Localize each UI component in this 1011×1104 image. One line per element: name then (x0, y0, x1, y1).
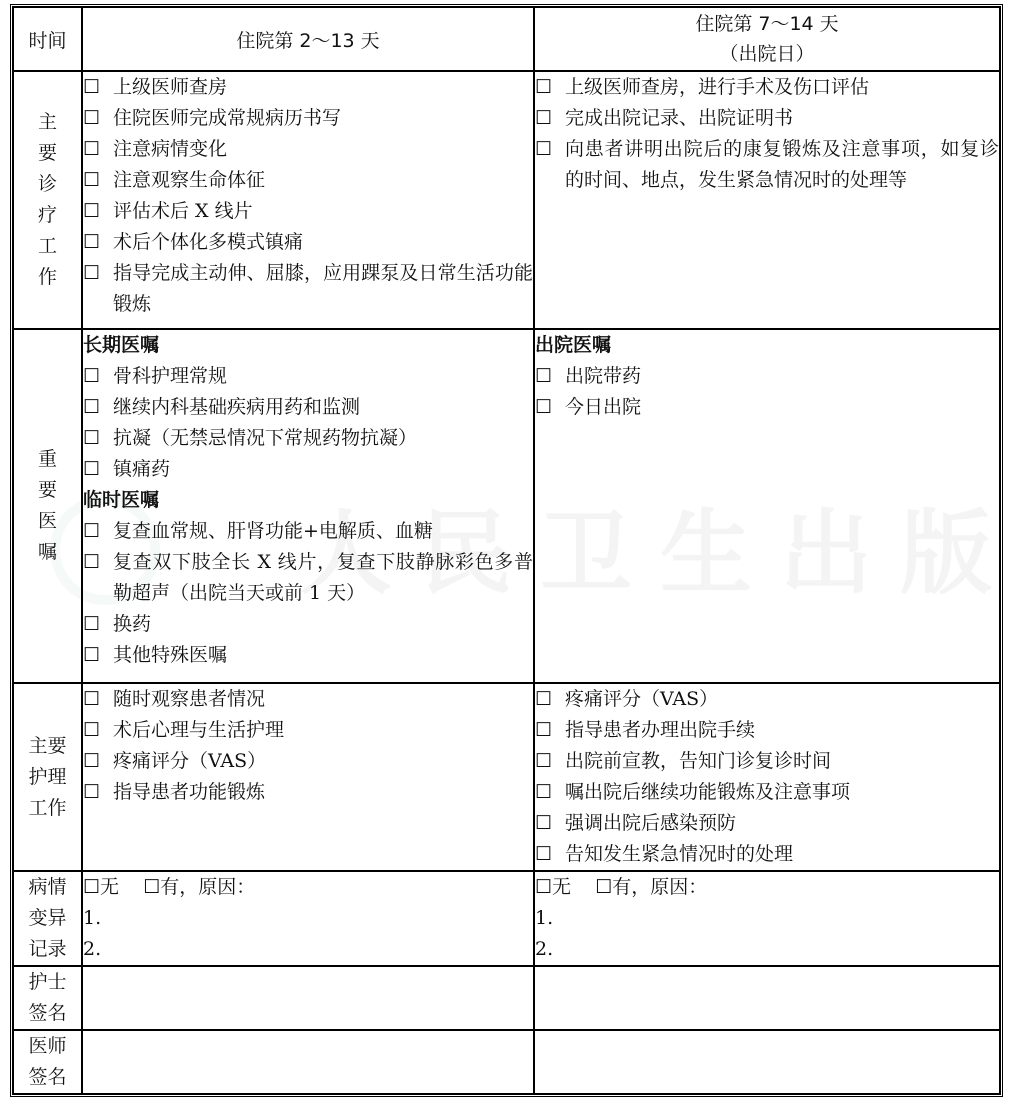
diagnosis-col2 (534, 71, 1000, 329)
checklist-item (83, 715, 533, 746)
label-line: 护士 (28, 971, 67, 993)
checklist-item (83, 196, 533, 227)
checkbox[interactable]: ☐ (535, 138, 553, 160)
label-line: 签名 (28, 1066, 67, 1088)
diagnosis-col1 (82, 71, 534, 329)
option-none: 无 (552, 876, 572, 898)
nursing-row (13, 683, 1000, 871)
checklist-item (535, 746, 999, 777)
checkbox[interactable]: ☐ (83, 200, 101, 222)
item-text: 镇痛药 (113, 458, 171, 480)
label-line: 医师 (28, 1035, 67, 1057)
item-text: 术后心理与生活护理 (113, 719, 285, 741)
checkbox[interactable]: ☐ (83, 138, 101, 160)
clinical-pathway-table (10, 4, 1003, 1097)
doctor-sign-row (13, 1030, 1000, 1094)
checkbox[interactable]: ☐ (83, 427, 101, 449)
checkbox[interactable]: ☐ (83, 688, 101, 710)
orders-col2 (534, 329, 1000, 683)
label-char: 疗 (37, 204, 57, 226)
checklist-item (83, 227, 533, 258)
reason-line-2[interactable]: 2. (535, 938, 554, 960)
checkbox[interactable]: ☐ (535, 76, 553, 98)
checkbox[interactable]: ☐ (83, 396, 101, 418)
nurse-sign-row (13, 966, 1000, 1030)
header-row (13, 7, 1000, 71)
doctor-sign-label (13, 1030, 82, 1094)
nursing-label (13, 683, 82, 871)
reason-line-1[interactable]: 1. (535, 907, 554, 929)
checkbox[interactable]: ☐ (83, 458, 101, 480)
label-line: 主要 (28, 734, 67, 757)
item-text: 住院医师完成常规病历书写 (113, 107, 342, 129)
temporary-orders-heading: 临时医嘱 (83, 489, 160, 511)
checkbox[interactable]: ☐ (535, 719, 553, 741)
checklist-item (83, 361, 533, 392)
label-char: 要 (37, 479, 57, 501)
reason-line-2[interactable]: 2. (83, 938, 102, 960)
checkbox[interactable]: ☐ (83, 262, 101, 284)
label-line: 记录 (28, 938, 67, 960)
checkbox[interactable]: ☐ (535, 688, 553, 710)
item-text: 抗凝（无禁忌情况下常规药物抗凝） (113, 427, 418, 449)
nurse-sign-col2[interactable] (534, 966, 1000, 1030)
option-none: 无 (100, 876, 120, 898)
option-yes: 有，原因： (612, 876, 708, 898)
checkbox-yes[interactable]: ☐ (595, 876, 613, 898)
variance-row (13, 871, 1000, 966)
checkbox[interactable]: ☐ (83, 719, 101, 741)
item-text: 出院前宣教，告知门诊复诊时间 (565, 750, 832, 772)
checklist-item (83, 258, 533, 320)
checkbox[interactable]: ☐ (83, 107, 101, 129)
item-text: 指导完成主动伸、屈膝，应用踝泵及日常生活功能锻炼 (113, 262, 533, 315)
checklist-item (535, 839, 999, 870)
col2-header (534, 7, 1000, 71)
option-yes: 有，原因： (160, 876, 256, 898)
checkbox[interactable]: ☐ (83, 365, 101, 387)
clinical-pathway-page (10, 4, 1003, 1097)
checkbox-none[interactable]: ☐ (83, 876, 101, 898)
reason-line-1[interactable]: 1. (83, 907, 102, 929)
label-line: 变异 (28, 907, 67, 929)
item-text: 其他特殊医嘱 (113, 644, 228, 666)
checkbox[interactable]: ☐ (83, 231, 101, 253)
checkbox[interactable]: ☐ (535, 812, 553, 834)
checkbox[interactable]: ☐ (535, 843, 553, 865)
item-text: 上级医师查房，进行手术及伤口评估 (565, 76, 870, 98)
item-text: 骨科护理常规 (113, 365, 228, 387)
variance-label (13, 871, 82, 966)
label-line: 护理 (28, 765, 67, 788)
item-text: 注意病情变化 (113, 138, 228, 160)
time-header: 时间 (13, 7, 82, 71)
checkbox-yes[interactable]: ☐ (143, 876, 161, 898)
nurse-sign-label (13, 966, 82, 1030)
label-char: 主 (37, 111, 57, 133)
checkbox[interactable]: ☐ (83, 76, 101, 98)
nursing-col1 (82, 683, 534, 871)
doctor-sign-col2[interactable] (534, 1030, 1000, 1094)
checkbox[interactable]: ☐ (535, 750, 553, 772)
checklist-item (83, 516, 533, 547)
checklist-item (83, 746, 533, 777)
checkbox[interactable]: ☐ (83, 613, 101, 635)
checklist-item (535, 361, 999, 392)
nurse-sign-col1[interactable] (82, 966, 534, 1030)
col2-header-line1: 住院第 7～14 天 (695, 13, 839, 35)
checkbox[interactable]: ☐ (535, 107, 553, 129)
item-text: 完成出院记录、出院证明书 (565, 107, 794, 129)
checkbox[interactable]: ☐ (83, 520, 101, 542)
checklist-item (83, 640, 533, 671)
label-line: 工作 (28, 796, 67, 819)
nursing-col2 (534, 683, 1000, 871)
item-text: 向患者讲明出院后的康复锻炼及注意事项，如复诊的时间、地点，发生紧急情况时的处理等 (565, 138, 999, 191)
checklist-item (535, 715, 999, 746)
discharge-orders-heading: 出院医嘱 (535, 334, 612, 356)
checklist-item (83, 134, 533, 165)
diagnosis-row (13, 71, 1000, 329)
checkbox[interactable]: ☐ (83, 551, 101, 573)
checklist-item (83, 72, 533, 103)
item-text: 复查双下肢全长 X 线片，复查下肢静脉彩色多普勒超声（出院当天或前 1 天） (113, 551, 533, 604)
checklist-item (83, 103, 533, 134)
checklist-item (535, 684, 999, 715)
checklist-item (535, 103, 999, 134)
checklist-item (83, 454, 533, 485)
variance-col1 (82, 871, 534, 966)
item-text: 今日出院 (565, 396, 642, 418)
item-text: 复查血常规、肝肾功能+电解质、血糖 (113, 520, 433, 542)
checklist-item (535, 392, 999, 423)
label-char: 要 (37, 142, 57, 164)
col1-header: 住院第 2～13 天 (82, 7, 534, 71)
checklist-item (83, 392, 533, 423)
item-text: 随时观察患者情况 (113, 688, 266, 710)
variance-options (535, 872, 999, 903)
label-char: 作 (37, 266, 57, 288)
item-text: 指导患者功能锻炼 (113, 781, 266, 803)
label-char: 工 (37, 235, 57, 257)
checkbox[interactable]: ☐ (535, 396, 553, 418)
checklist-item (83, 165, 533, 196)
checklist-item (83, 423, 533, 454)
checkbox[interactable]: ☐ (535, 781, 553, 803)
checklist-item (83, 609, 533, 640)
label-char: 医 (37, 510, 57, 532)
item-text: 强调出院后感染预防 (565, 812, 737, 834)
variance-col2 (534, 871, 1000, 966)
checkbox[interactable]: ☐ (83, 169, 101, 191)
checklist-item (535, 72, 999, 103)
item-text: 出院带药 (565, 365, 642, 387)
checkbox[interactable]: ☐ (83, 781, 101, 803)
checklist-item (535, 134, 999, 196)
orders-label (13, 329, 82, 683)
checkbox[interactable]: ☐ (83, 644, 101, 666)
item-text: 疼痛评分（VAS） (565, 688, 719, 710)
item-text: 上级医师查房 (113, 76, 228, 98)
orders-row (13, 329, 1000, 683)
checklist-item (535, 808, 999, 839)
checkbox-none[interactable]: ☐ (535, 876, 553, 898)
label-line: 病情 (28, 876, 67, 898)
long-term-orders-heading: 长期医嘱 (83, 334, 160, 356)
item-text: 告知发生紧急情况时的处理 (565, 843, 794, 865)
checklist-item (83, 684, 533, 715)
item-text: 注意观察生命体征 (113, 169, 266, 191)
item-text: 评估术后 X 线片 (113, 200, 253, 222)
item-text: 疼痛评分（VAS） (113, 750, 267, 772)
doctor-sign-col1[interactable] (82, 1030, 534, 1094)
variance-options (83, 872, 533, 903)
item-text: 术后个体化多模式镇痛 (113, 231, 304, 253)
checklist-item (83, 547, 533, 609)
item-text: 嘱出院后继续功能锻炼及注意事项 (565, 781, 851, 803)
checkbox[interactable]: ☐ (83, 750, 101, 772)
checkbox[interactable]: ☐ (535, 365, 553, 387)
diagnosis-label (13, 71, 82, 329)
col2-header-line2: （出院日） (719, 43, 815, 65)
item-text: 换药 (113, 613, 152, 635)
label-char: 重 (37, 448, 57, 470)
item-text: 继续内科基础疾病用药和监测 (113, 396, 361, 418)
label-char: 嘱 (37, 541, 57, 563)
orders-col1 (82, 329, 534, 683)
checklist-item (83, 777, 533, 808)
label-line: 签名 (28, 1002, 67, 1024)
checklist-item (535, 777, 999, 808)
item-text: 指导患者办理出院手续 (565, 719, 756, 741)
label-char: 诊 (37, 173, 57, 195)
